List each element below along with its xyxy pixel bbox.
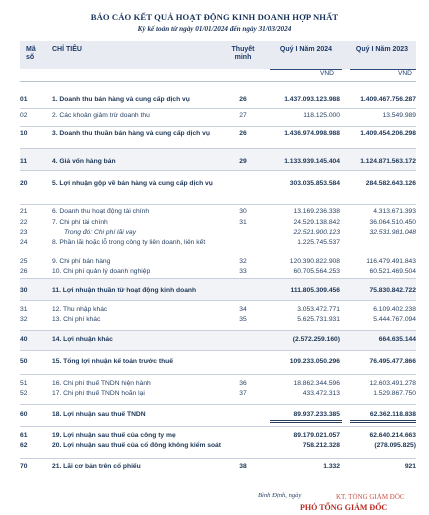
- row-note: 27: [239, 112, 247, 119]
- row-value-q2024: 1.437.093.123.988: [284, 96, 340, 103]
- row-divider: [20, 170, 416, 171]
- row-label: 11. Lợi nhuận thuần từ hoạt động kinh doanh: [52, 287, 197, 294]
- row-note: 26: [239, 96, 247, 103]
- row-code: 23: [20, 229, 28, 236]
- row-value-q2023: 5.444.767.094: [373, 316, 416, 323]
- row-note: 34: [239, 306, 247, 313]
- row-code: 11: [20, 158, 28, 165]
- signature-place-date: Bình Định, ngày: [258, 492, 302, 499]
- row-code: 51: [20, 380, 28, 387]
- row-value-q2023: 75.830.842.722: [369, 287, 416, 294]
- header-item: CHỈ TIÊU: [52, 46, 82, 53]
- row-code: 25: [20, 258, 28, 265]
- row-code: 50: [20, 358, 28, 365]
- row-value-q2023: 6.109.402.238: [373, 306, 416, 313]
- row-label: 12. Thu nhập khác: [52, 306, 108, 313]
- row-value-q2024: 5.625.731.931: [297, 316, 340, 323]
- row-value-q2023: 76.495.477.866: [369, 358, 416, 365]
- row-value-q2024: 3.053.472.771: [297, 306, 340, 313]
- row-value-q2024: 1.133.939.145.404: [284, 158, 340, 165]
- row-note: 32: [239, 258, 247, 265]
- row-code: 20: [20, 180, 28, 187]
- row-divider: [20, 300, 416, 301]
- row-value-q2024: 109.233.050.296: [289, 358, 340, 365]
- row-value-q2023: 1.529.867.750: [373, 390, 416, 397]
- row-value-q2024: 24.529.138.842: [293, 219, 340, 226]
- row-value-q2023: 62.362.118.838: [369, 411, 416, 418]
- row-value-q2023: 4.313.671.393: [373, 208, 416, 215]
- row-label: 5. Lợi nhuận gộp về bán hàng và cung cấp dịch vụ: [52, 180, 213, 187]
- row-value-q2023: 60.521.469.504: [369, 268, 416, 275]
- unit-q2024: VND: [320, 70, 334, 77]
- row-code: 21: [20, 208, 28, 215]
- row-label: 19. Lợi nhuận sau thuế của công ty mẹ: [52, 432, 176, 439]
- unit-q2023: VND: [398, 70, 412, 77]
- row-value-q2024: 111.805.309.456: [290, 287, 340, 294]
- row-value-q2024: 1.332: [323, 463, 340, 470]
- row-code: 31: [20, 306, 28, 313]
- total-underline: [350, 420, 416, 421]
- row-value-q2023: 116.479.491.843: [366, 258, 416, 265]
- row-label: 20. Lợi nhuận sau thuế của cổ đông không kiểm soát: [52, 442, 221, 449]
- header-q2024: Quý I Năm 2024: [279, 46, 333, 53]
- row-divider: [20, 204, 416, 205]
- row-value-q2024: 22.521.900.123: [293, 229, 340, 236]
- row-value-q2024: (2.572.259.160): [292, 336, 340, 343]
- table-header: [20, 41, 416, 69]
- row-value-q2023: 664.635.144: [378, 336, 416, 343]
- row-value-q2023: 13.549.989: [382, 112, 416, 119]
- row-code: 30: [20, 287, 28, 294]
- row-note: 30: [239, 208, 247, 215]
- header-code: Mã số: [26, 46, 36, 61]
- row-label: 13. Chi phí khác: [52, 316, 101, 323]
- row-code: 22: [20, 219, 28, 226]
- row-note: 36: [239, 380, 247, 387]
- row-code: 61: [20, 432, 28, 439]
- row-divider: [20, 126, 416, 127]
- row-code: 01: [20, 96, 28, 103]
- row-divider: [20, 374, 416, 375]
- row-code: 10: [20, 130, 28, 137]
- row-value-q2023: 1.124.871.563.172: [360, 158, 416, 165]
- row-value-q2023: 36.064.510.450: [369, 219, 416, 226]
- row-label: 21. Lãi cơ bản trên cổ phiếu: [52, 463, 141, 470]
- row-value-q2024: 18.862.344.596: [293, 380, 340, 387]
- row-label: 6. Doanh thu hoạt động tài chính: [52, 208, 150, 215]
- row-label: Trong đó: Chi phí lãi vay: [64, 229, 136, 236]
- row-label: 1. Doanh thu bán hàng và cung cấp dịch vụ: [52, 96, 190, 103]
- signatory-role: PHÓ TỔNG GIÁM ĐỐC: [300, 503, 388, 512]
- row-value-q2023: 1.409.467.756.287: [360, 96, 416, 103]
- total-underline: [270, 420, 342, 421]
- row-note: 35: [239, 316, 247, 323]
- row-value-q2023: 12.603.491.278: [369, 380, 416, 387]
- row-code: 40: [20, 336, 28, 343]
- row-code: 60: [20, 411, 28, 418]
- row-divider: [20, 148, 416, 149]
- row-value-q2023: 1.409.454.206.298: [360, 130, 416, 137]
- row-label: 15. Tổng lợi nhuận kế toán trước thuế: [52, 358, 173, 365]
- row-note: 26: [239, 130, 247, 137]
- income-statement-table: [20, 41, 416, 470]
- row-label: 14. Lợi nhuận khác: [52, 336, 113, 343]
- row-label: 16. Chi phí thuế TNDN hiện hành: [52, 380, 151, 387]
- total-underline: [270, 422, 342, 423]
- unit-row: [20, 69, 416, 82]
- row-note: 37: [239, 390, 247, 397]
- row-label: 8. Phần lãi hoặc lỗ trong công ty liên doanh, liên kết: [52, 239, 206, 246]
- row-label: 3. Doanh thu thuần bán hàng và cung cấp dịch vụ: [52, 130, 210, 137]
- row-note: 29: [239, 158, 247, 165]
- row-divider: [20, 330, 416, 331]
- row-value-q2024: 118.125.000: [303, 112, 340, 119]
- row-divider: [20, 278, 416, 279]
- row-value-q2024: 1.436.974.998.988: [284, 130, 340, 137]
- row-divider: [20, 458, 416, 459]
- row-value-q2023: 32.531.981.048: [369, 229, 416, 236]
- header-q2023: Quý I Năm 2023: [355, 46, 409, 53]
- stamp-text: KT. TỔNG GIÁM ĐỐC: [336, 493, 405, 501]
- row-value-q2023: (278.095.825): [374, 442, 416, 449]
- row-value-q2024: 1.225.745.537: [297, 239, 340, 246]
- row-note: 33: [239, 268, 247, 275]
- row-code: 32: [20, 316, 28, 323]
- row-label: 2. Các khoản giảm trừ doanh thu: [52, 112, 150, 119]
- row-code: 26: [20, 268, 28, 275]
- row-code: 70: [20, 463, 28, 470]
- row-value-q2023: 62.640.214.663: [369, 432, 416, 439]
- header-note: Thuyết minh: [231, 46, 255, 61]
- row-divider: [20, 108, 416, 109]
- row-value-q2023: 284.582.643.126: [365, 180, 416, 187]
- row-code: 24: [20, 239, 28, 246]
- row-code: 02: [20, 112, 28, 119]
- row-note: 38: [239, 463, 247, 470]
- row-value-q2023: 921: [404, 463, 416, 470]
- row-divider: [20, 350, 416, 351]
- total-underline: [350, 422, 416, 423]
- row-label: 9. Chi phí bán hàng: [52, 258, 111, 265]
- row-value-q2024: 13.169.236.338: [293, 208, 340, 215]
- row-value-q2024: 303.035.853.584: [289, 180, 340, 187]
- row-value-q2024: 120.390.822.908: [289, 258, 340, 265]
- row-label: 7. Chi phí tài chính: [52, 219, 108, 226]
- row-label: 10. Chi phí quản lý doanh nghiệp: [52, 268, 151, 275]
- row-value-q2024: 89.179.021.057: [293, 432, 340, 439]
- row-note: 31: [239, 219, 247, 226]
- row-label: 18. Lợi nhuận sau thuế TNDN: [52, 411, 146, 418]
- row-value-q2024: 89.937.233.385: [293, 411, 340, 418]
- report-title: BÁO CÁO KẾT QUẢ HOẠT ĐỘNG KINH DOANH HỢP NHẤT: [90, 12, 339, 22]
- row-code: 62: [20, 442, 28, 449]
- row-divider: [20, 426, 416, 427]
- row-code: 52: [20, 390, 28, 397]
- row-value-q2024: 60.705.564.253: [293, 268, 340, 275]
- report-period: Kỳ kế toán từ ngày 01/01/2024 đến ngày 31/03/2024: [137, 25, 292, 33]
- row-divider: [20, 404, 416, 405]
- row-label: 4. Giá vốn hàng bán: [52, 158, 116, 165]
- row-value-q2024: 433.472.313: [302, 390, 340, 397]
- row-label: 17. Chi phí thuế TNDN hoãn lại: [52, 390, 145, 397]
- row-value-q2024: 758.212.328: [302, 442, 340, 449]
